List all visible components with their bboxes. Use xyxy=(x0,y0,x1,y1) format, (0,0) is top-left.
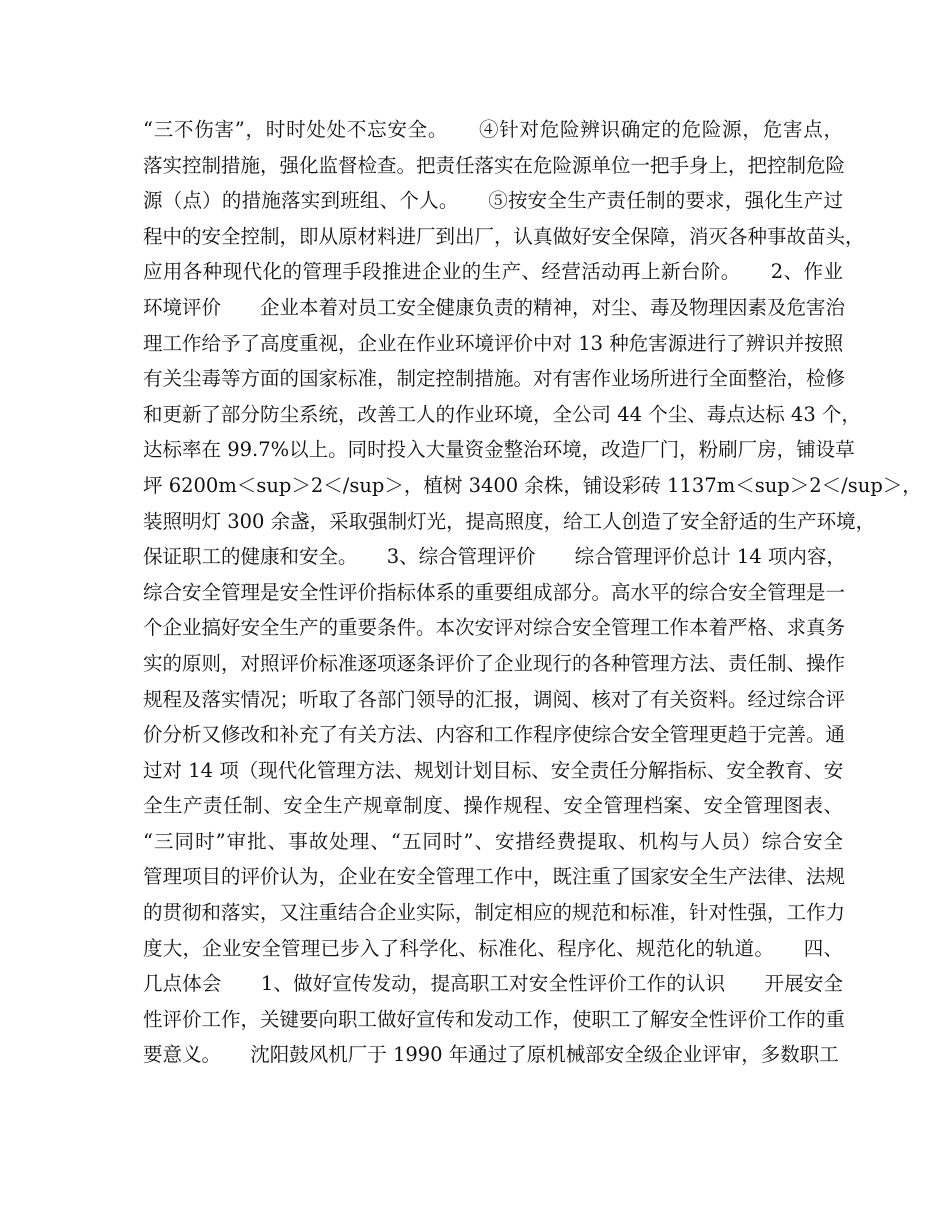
text-line-9: 和更新了部分防尘系统，改善工人的作业环境，全公司 44 个尘、毒点达标 43 个， xyxy=(143,402,861,426)
text-line-5: 应用各种现代化的管理手段推进企业的生产、经营活动再上新台阶。 2、作业 xyxy=(143,260,843,284)
text-line-20: 全生产责任制、安全生产规章制度、操作规程、安全管理档案、安全管理图表、 xyxy=(143,794,843,818)
text-line-2: 落实控制措施，强化监督检查。把责任落实在危险源单位一把手身上，把控制危险 xyxy=(143,153,846,177)
text-line-17: 规程及落实情况；听取了各部门领导的汇报，调阅、核对了有关资料。经过综合评 xyxy=(143,687,846,711)
text-line-25: 几点体会 1、做好宣传发动，提高职工对安全性评价工作的认识 开展安全 xyxy=(143,972,843,996)
text-line-11: 坪 6200m＜sup＞2＜/sup＞，植树 3400 余株，铺设彩砖 1137m＜sup＞2＜/sup＞， xyxy=(143,473,922,497)
text-line-24: 度大，企业安全管理已步入了科学化、标准化、程序化、规范化的轨道。 四、 xyxy=(143,936,843,960)
text-line-4: 程中的安全控制，即从原材料进厂到出厂，认真做好安全保障，消灭各种事故苗头， xyxy=(143,224,865,248)
text-line-10: 达标率在 99.7%以上。同时投入大量资金整治环境，改造厂门，粉刷厂房，铺设草 xyxy=(143,438,855,462)
text-line-3: 源（点）的措施落实到班组、个人。 ⑤按安全生产责任制的要求，强化生产过 xyxy=(143,189,843,213)
body-text xyxy=(143,112,922,1073)
text-line-12: 装照明灯 300 余盏，采取强制灯光，提高照度，给工人创造了安全舒适的生产环境， xyxy=(143,509,876,533)
text-line-14: 综合安全管理是安全性评价指标体系的重要组成部分。高水平的综合安全管理是一 xyxy=(143,580,846,604)
text-line-8: 有关尘毒等方面的国家标准，制定控制措施。对有害作业场所进行全面整治，检修 xyxy=(143,367,846,391)
text-line-13: 保证职工的健康和安全。 3、综合管理评价 综合管理评价总计 14 项内容， xyxy=(143,545,846,569)
text-line-15: 个企业搞好安全生产的重要条件。本次安评对综合安全管理工作本着严格、求真务 xyxy=(143,616,846,640)
text-line-22: 管理项目的评价认为，企业在安全管理工作中，既注重了国家安全生产法律、法规 xyxy=(143,865,846,889)
text-line-21: “三同时”审批、事故处理、“五同时”、安措经费提取、机构与人员）综合安全 xyxy=(143,829,843,853)
text-line-19: 过对 14 项（现代化管理方法、规划计划目标、安全责任分解指标、安全教育、安 xyxy=(143,758,844,782)
text-line-27: 要意义。 沈阳鼓风机厂于 1990 年通过了原机械部安全级企业评审，多数职工 xyxy=(143,1043,839,1067)
text-line-23: 的贯彻和落实，又注重结合企业实际，制定相应的规范和标准，针对性强，工作力 xyxy=(143,901,846,925)
text-line-1: “三不伤害”，时时处处不忘安全。 ④针对危险辨识确定的危险源，危害点， xyxy=(143,118,843,141)
text-line-7: 理工作给予了高度重视，企业在作业环境评价中对 13 种危害源进行了辨识并按照 xyxy=(143,331,844,355)
text-line-6: 环境评价 企业本着对员工安全健康负责的精神，对尘、毒及物理因素及危害治 xyxy=(143,295,846,319)
text-line-16: 实的原则，对照评价标准逐项逐条评价了企业现行的各种管理方法、责任制、操作 xyxy=(143,651,846,675)
text-line-18: 价分析又修改和补充了有关方法、内容和工作程序使综合安全管理更趋于完善。通 xyxy=(143,723,846,747)
text-line-26: 性评价工作，关键要向职工做好宣传和发动工作，使职工了解安全性评价工作的重 xyxy=(143,1007,846,1031)
